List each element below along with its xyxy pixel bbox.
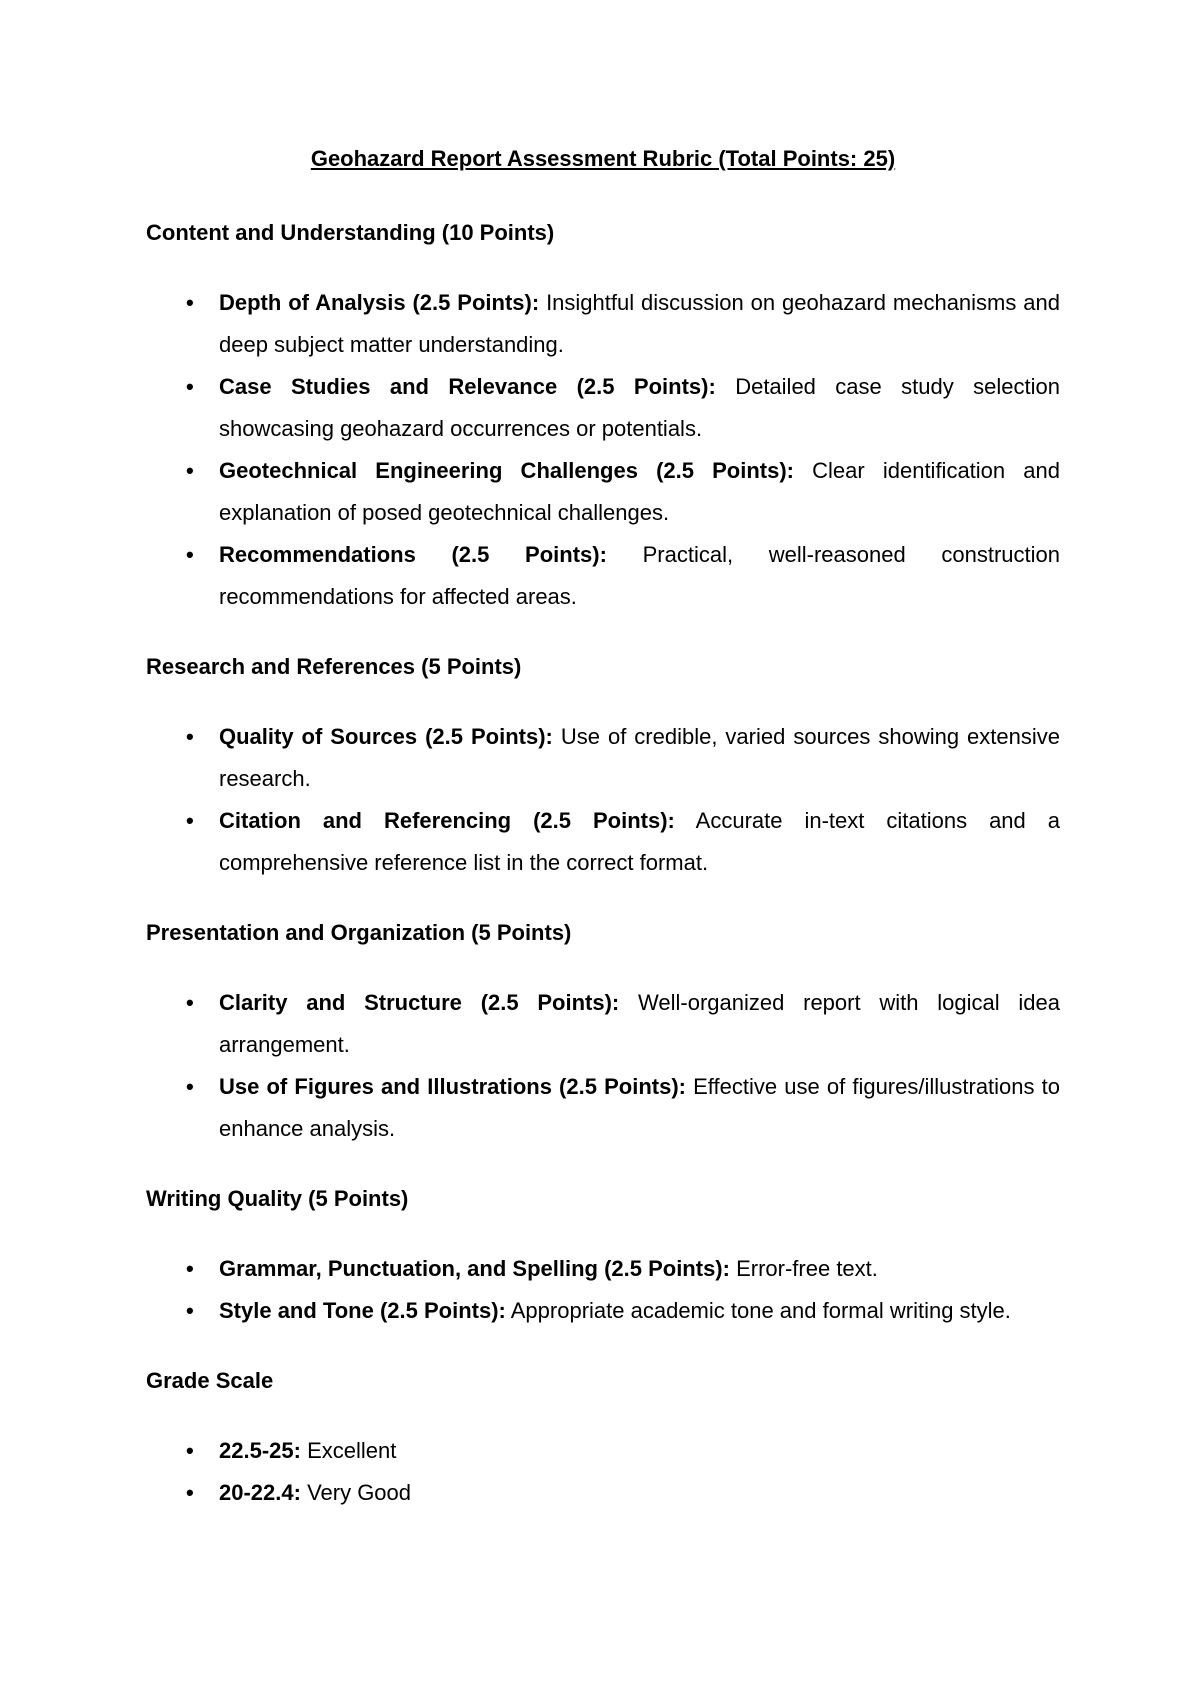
criterion-label: Clarity and Structure (2.5 Points):: [219, 990, 620, 1015]
list-item: [146, 450, 1060, 534]
section-heading: Writing Quality (5 Points): [146, 1186, 409, 1211]
list-item: [146, 534, 1060, 618]
bullet-icon: •: [186, 1256, 194, 1281]
criteria-list: [146, 1248, 1060, 1332]
rubric-section: [146, 1360, 1060, 1514]
criteria-list: [146, 282, 1060, 618]
bullet-icon: •: [186, 458, 194, 483]
criterion-label: Citation and Referencing (2.5 Points):: [219, 808, 675, 833]
rubric-section: [146, 646, 1060, 884]
list-item: [146, 1430, 1060, 1472]
bullet-icon: •: [186, 1074, 194, 1099]
criterion-label: Grammar, Punctuation, and Spelling (2.5 Points):: [219, 1256, 730, 1281]
criterion-label: Use of Figures and Illustrations (2.5 Points):: [219, 1074, 686, 1099]
bullet-icon: •: [186, 724, 194, 749]
criterion-description: Very Good: [300, 1480, 412, 1505]
list-item: [146, 716, 1060, 800]
criterion-description: Accurate in-text citations and a comprehensive reference list in the correct format.: [219, 808, 1060, 875]
criterion-description: Practical, well-reasoned construction recommendations for affected areas.: [219, 542, 1060, 609]
criterion-description: Effective use of figures/illustrations to enhance analysis.: [219, 1074, 1061, 1141]
criteria-list: [146, 982, 1060, 1150]
criterion-description: Clear identification and explanation of posed geotechnical challenges.: [219, 458, 1060, 525]
list-item: [146, 1248, 1060, 1290]
section-heading: Presentation and Organization (5 Points): [146, 920, 572, 945]
criterion-label: Recommendations (2.5 Points):: [219, 542, 607, 567]
list-item: [146, 1290, 1060, 1332]
bullet-icon: •: [186, 290, 194, 315]
criterion-description: Excellent: [300, 1438, 397, 1463]
criterion-description: Error-free text.: [729, 1256, 878, 1281]
criterion-label: Geotechnical Engineering Challenges (2.5 Points):: [219, 458, 794, 483]
criterion-label: Depth of Analysis (2.5 Points):: [219, 290, 540, 315]
criterion-description: Use of credible, varied sources showing extensive research.: [219, 724, 1060, 791]
section-heading: Research and References (5 Points): [146, 654, 522, 679]
bullet-icon: •: [186, 808, 194, 833]
criteria-list: [146, 1430, 1060, 1514]
rubric-section: [146, 1178, 1060, 1332]
criterion-description: Detailed case study selection showcasing geohazard occurrences or potentials.: [219, 374, 1060, 441]
criterion-description: Insightful discussion on geohazard mechanisms and deep subject matter understanding.: [219, 290, 1060, 357]
list-item: [146, 800, 1060, 884]
bullet-icon: •: [186, 542, 194, 567]
list-item: [146, 1066, 1060, 1150]
criterion-label: 22.5-25:: [219, 1438, 301, 1463]
criterion-label: Quality of Sources (2.5 Points):: [219, 724, 553, 749]
list-item: [146, 1472, 1060, 1514]
bullet-icon: •: [186, 1438, 194, 1463]
section-heading: Content and Understanding (10 Points): [146, 220, 555, 245]
bullet-icon: •: [186, 1298, 194, 1323]
criteria-list: [146, 716, 1060, 884]
criterion-label: Case Studies and Relevance (2.5 Points):: [219, 374, 716, 399]
sections-container: [146, 212, 1060, 1514]
criterion-description: Appropriate academic tone and formal writing style.: [505, 1298, 1011, 1323]
bullet-icon: •: [186, 374, 194, 399]
bullet-icon: •: [186, 990, 194, 1015]
list-item: [146, 366, 1060, 450]
list-item: [146, 982, 1060, 1066]
criterion-label: 20-22.4:: [219, 1480, 301, 1505]
rubric-section: [146, 212, 1060, 618]
criterion-label: Style and Tone (2.5 Points):: [219, 1298, 506, 1323]
criterion-description: Well-organized report with logical idea arrangement.: [219, 990, 1060, 1057]
document-body: [146, 138, 1060, 1542]
bullet-icon: •: [186, 1480, 194, 1505]
list-item: [146, 282, 1060, 366]
rubric-section: [146, 912, 1060, 1150]
section-heading: Grade Scale: [146, 1368, 274, 1393]
page-title: Geohazard Report Assessment Rubric (Total Points: 25): [310, 146, 896, 171]
